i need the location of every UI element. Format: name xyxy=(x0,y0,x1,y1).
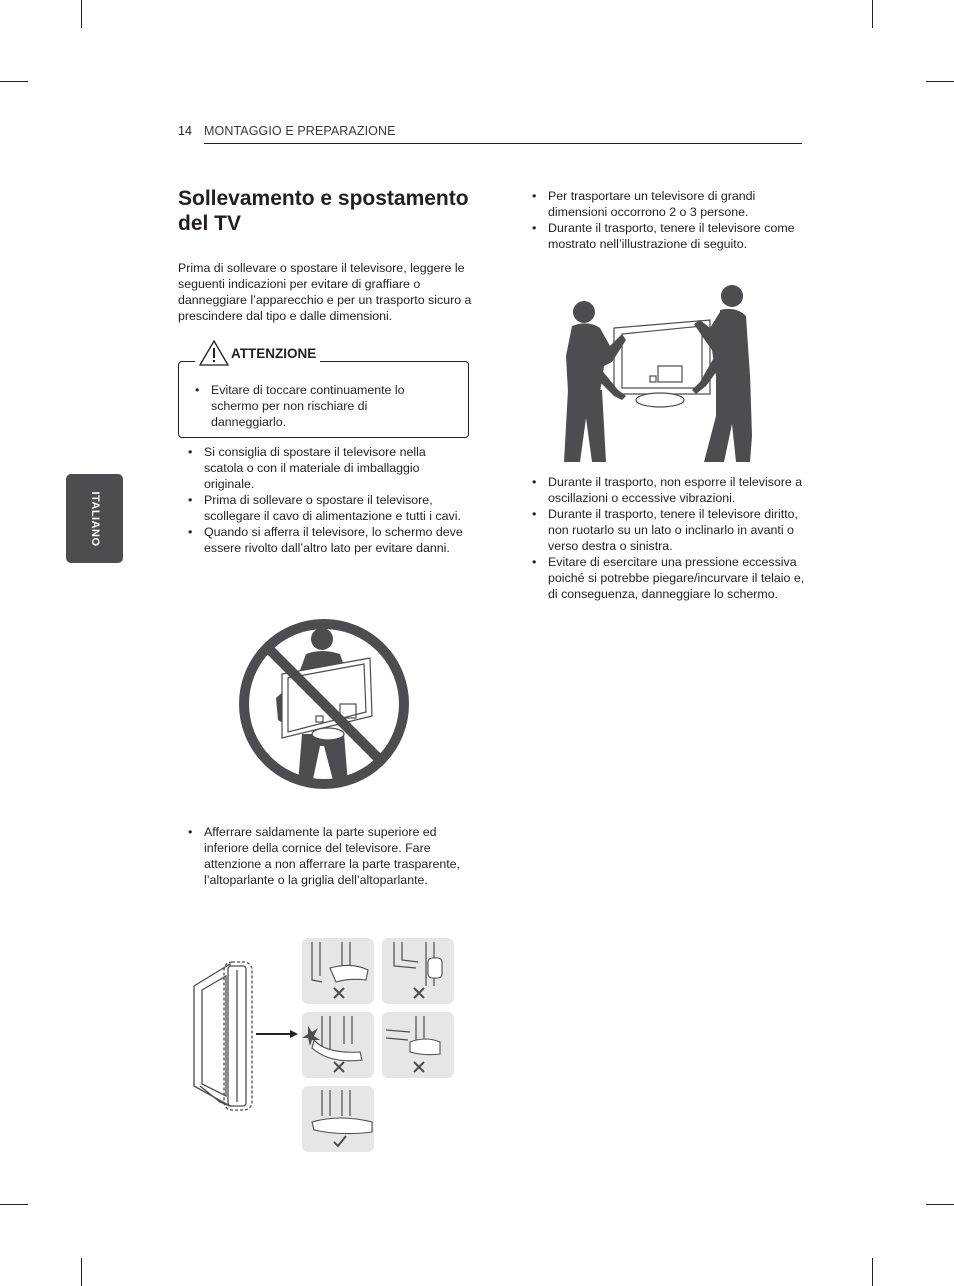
grip-panel-correct xyxy=(302,1086,374,1152)
page-title: Sollevamento e spostamento del TV xyxy=(178,187,469,235)
tv-side-view xyxy=(194,962,252,1110)
language-tab-label: ITALIANO xyxy=(88,490,101,547)
two-person-carry-illustration xyxy=(560,276,756,466)
list-item: • Durante il trasporto, tenere il televisore come mostrato nell’illustrazione di seguito. xyxy=(522,220,812,252)
grip-panel-wrong-1 xyxy=(302,938,374,1004)
list-item: • Per trasportare un televisore di grandi dimensioni occorrono 2 o 3 persone. xyxy=(522,188,812,220)
caution-header xyxy=(195,338,320,368)
pointer-arrow xyxy=(256,1030,298,1038)
list-item: • Durante il trasporto, tenere il televisore diritto, non ruotarlo su un lato o inclinarlo in avanti o verso destra o sinistra. xyxy=(522,506,812,554)
crop-mark xyxy=(81,1258,82,1286)
large-tv-list xyxy=(522,188,812,252)
header-rule xyxy=(204,143,802,144)
caution-box xyxy=(178,345,469,438)
page-number: 14 xyxy=(178,124,192,138)
language-tab xyxy=(66,474,123,563)
grip-panel-wrong-3 xyxy=(302,1012,374,1078)
crop-mark xyxy=(0,81,28,82)
caution-label: ATTENZIONE xyxy=(231,345,317,361)
list-item: • Durante il trasporto, non esporre il televisore a oscillazioni o eccessive vibrazioni. xyxy=(522,474,812,506)
grip-tips-list xyxy=(178,824,468,888)
crop-mark xyxy=(81,0,82,28)
prohibited-carry-illustration xyxy=(236,616,412,792)
moving-tips-list xyxy=(178,444,468,556)
caution-list xyxy=(195,382,435,430)
grip-panel-wrong-2 xyxy=(382,938,454,1004)
crop-mark xyxy=(0,1204,28,1205)
section-title: MONTAGGIO E PREPARAZIONE xyxy=(204,124,396,138)
crop-mark xyxy=(872,1258,873,1286)
crop-mark xyxy=(872,0,873,28)
list-item: • Evitare di esercitare una pressione eccessiva poiché si potrebbe piegare/incurvare il telaio e, di conseguenza, danneggiare lo schermo. xyxy=(522,554,812,602)
list-item: • Si consiglia di spostare il televisore nella scatola o con il materiale di imballaggio originale. xyxy=(178,444,468,492)
list-item: • Afferrare saldamente la parte superiore ed inferiore della cornice del televisore. Fare attenzione a non afferrare la parte trasparente, l’altoparlante o la griglia dell’altoparlante. xyxy=(178,824,468,888)
crop-mark xyxy=(926,1204,954,1205)
tv-outline xyxy=(614,320,710,407)
left-column xyxy=(178,186,474,887)
transport-tips-list xyxy=(522,474,812,602)
grip-panel-wrong-4 xyxy=(382,1012,454,1078)
warning-triangle-icon xyxy=(199,340,229,366)
list-item: • Evitare di toccare continuamente lo schermo per non rischiare di danneggiarlo. xyxy=(195,382,435,430)
page-header xyxy=(178,122,802,146)
list-item: • Quando si afferra il televisore, lo schermo deve essere rivolto dall’altro lato per evitare danni. xyxy=(178,524,468,556)
intro-paragraph: Prima di sollevare o spostare il televisore, leggere le seguenti indicazioni per evitare di graffiare o danneggiare l’apparecchio e per un trasporto sicuro a prescindere dal tipo e dalle dimensioni. xyxy=(178,261,472,323)
grip-illustration xyxy=(190,936,460,1154)
crop-mark xyxy=(926,81,954,82)
list-item: • Prima di sollevare o spostare il televisore, scollegare il cavo di alimentazione e tutti i cavi. xyxy=(178,492,468,524)
